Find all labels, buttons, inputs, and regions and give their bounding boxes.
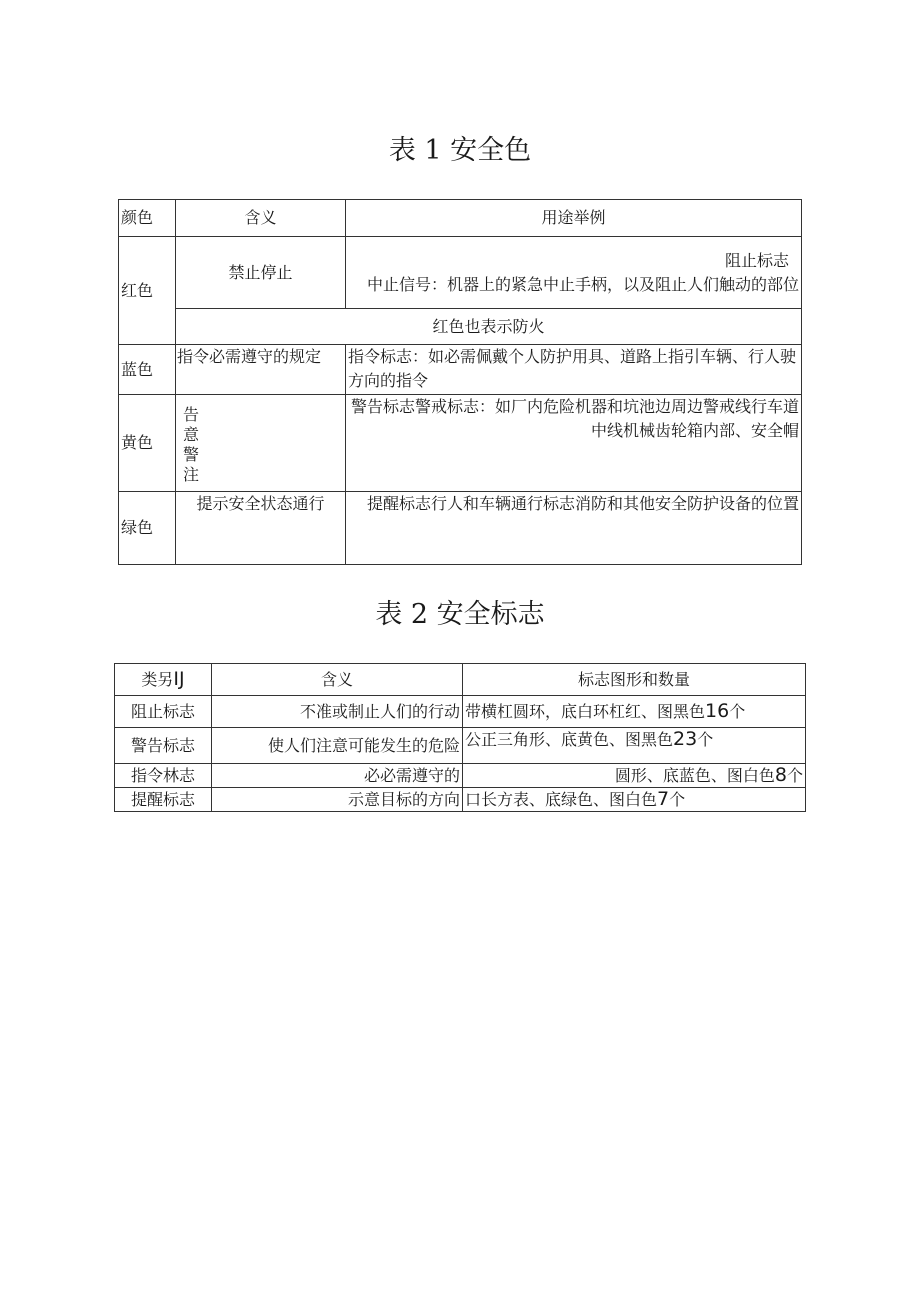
table-row [119, 237, 802, 309]
type-cell: 指令林志 [115, 764, 212, 788]
safety-sign-table [114, 663, 806, 812]
meaning-cell: 提示安全状态通行 [176, 492, 346, 565]
usage-cell [346, 237, 802, 309]
table-row [119, 492, 802, 565]
table-row [119, 309, 802, 345]
usage-cell: 指令标志：如必需佩戴个人防护用具、道路上指引车辆、行人驶方向的指令 [346, 345, 802, 395]
sign-count: 23 [673, 728, 698, 750]
header-type-suffix: IJ [173, 668, 185, 690]
count-unit: 个 [786, 766, 803, 785]
shape-text: 公正三角形、底黄色、图黑色 [465, 730, 674, 749]
safety-color-table [118, 199, 802, 565]
count-unit: 个 [669, 790, 686, 809]
meaning-cell: 指令必需遵守的规定 [176, 345, 346, 395]
table-row [119, 395, 802, 492]
shape-cell [463, 788, 806, 812]
shape-cell [463, 696, 806, 728]
table-row [115, 764, 806, 788]
header-shape: 标志图形和数量 [463, 664, 806, 696]
meaning-cell: 示意目标的方向 [212, 788, 463, 812]
header-type [115, 664, 212, 696]
shape-cell [463, 728, 806, 764]
type-cell: 警告标志 [115, 728, 212, 764]
meaning-cell [176, 395, 346, 492]
meaning-cell: 不准或制止人们的行动 [212, 696, 463, 728]
table1-title: 表 1 安全色 [388, 135, 532, 166]
header-usage: 用途举例 [346, 200, 802, 237]
table-row [115, 788, 806, 812]
note-cell: 红色也表示防火 [176, 309, 802, 345]
sign-count: 16 [705, 700, 730, 722]
header-type-text: 类另 [141, 670, 174, 689]
meaning-char: 告 [182, 405, 199, 424]
usage-cell: 提醒标志行人和车辆通行标志消防和其他安全防护设备的位置 [346, 492, 802, 565]
meaning-char: 意 [182, 425, 199, 444]
table-row [115, 728, 806, 764]
usage-cell: 警告标志警戒标志：如厂内危险机器和坑池边周边警戒线行车道中线机械齿轮箱内部、安全帽 [346, 395, 802, 492]
color-cell: 黄色 [119, 395, 176, 492]
meaning-cell: 使人们注意可能发生的危险 [212, 728, 463, 764]
table-row [119, 345, 802, 395]
meaning-cell: 禁止停止 [176, 237, 346, 309]
header-color: 颜色 [119, 200, 176, 237]
color-cell: 蓝色 [119, 345, 176, 395]
shape-text: 圆形、底蓝色、图白色 [614, 766, 775, 785]
meaning-char: 注 [182, 465, 199, 484]
count-unit: 个 [697, 730, 714, 749]
table-row [115, 696, 806, 728]
type-cell: 提醒标志 [115, 788, 212, 812]
count-unit: 个 [729, 702, 746, 721]
shape-text: 口长方表、底绿色、图白色 [465, 790, 658, 809]
color-cell: 绿色 [119, 492, 176, 565]
color-cell: 红色 [119, 237, 176, 345]
usage-line: 中止信号：机器上的紧急中止手柄，以及阻止人们触动的部位 [366, 274, 799, 294]
shape-cell [463, 764, 806, 788]
header-meaning: 含义 [212, 664, 463, 696]
usage-line: 阻止标志 [724, 250, 789, 270]
sign-count: 7 [657, 788, 670, 810]
meaning-cell: 必必需遵守的 [212, 764, 463, 788]
table-header-row [115, 664, 806, 696]
vertical-meaning [176, 395, 200, 485]
shape-text: 带横杠圆环，底白环杠红、图黑色 [465, 702, 706, 721]
sign-count: 8 [774, 764, 787, 786]
table2-title: 表 2 安全标志 [375, 599, 545, 630]
type-cell: 阻止标志 [115, 696, 212, 728]
meaning-char: 警 [182, 445, 199, 464]
header-meaning: 含义 [176, 200, 346, 237]
table-header-row [119, 200, 802, 237]
